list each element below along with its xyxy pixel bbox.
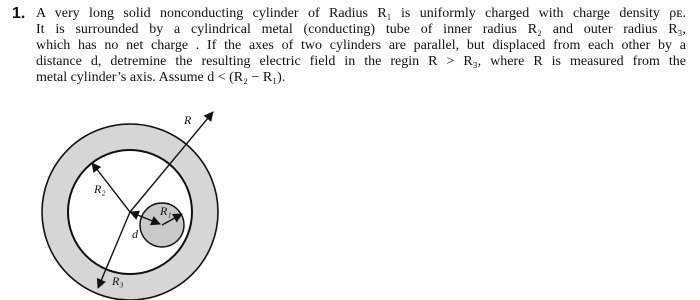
- label-d: d: [132, 227, 138, 241]
- problem-number: 1.: [12, 5, 26, 22]
- problem-line-2: It is surrounded by a cylindrical metal (conducting) tube of inner radius R₂ and outer radius R₃,: [36, 22, 686, 37]
- problem-line-4: distance d, detremine the resulting electric field in the regin R > R₃, where R is measured from the: [36, 54, 686, 69]
- label-r2: R₂: [94, 182, 106, 196]
- label-r: R: [184, 113, 192, 127]
- label-r1: R₁: [160, 204, 172, 218]
- problem-line-1: A very long solid nonconducting cylinder of Radius R₁ is uniformly charged with charge density ρᴇ.: [36, 6, 686, 21]
- problem-line-5: metal cylinder’s axis. Assume d < (R₂ − R₁).: [36, 70, 286, 85]
- problem-line-3: which has no net charge . If the axes of two cylinders are parallel, but displaced from each other by a: [36, 38, 686, 53]
- label-r3: R₃: [112, 274, 124, 288]
